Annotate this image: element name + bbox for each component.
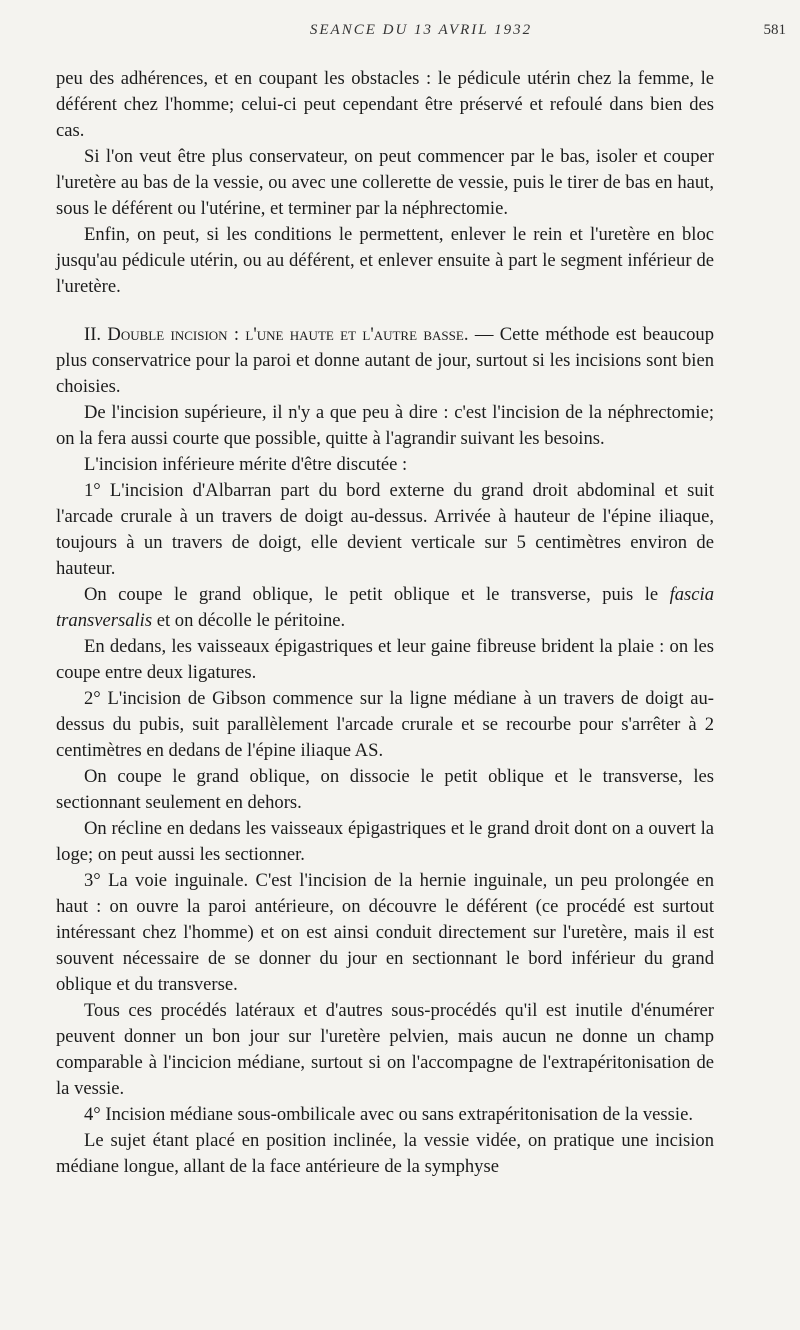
page-header	[56, 22, 786, 46]
paragraph-15: 4° Incision médiane sous-ombilicale avec ou sans extrapéritonisation de la vessie.	[84, 1104, 693, 1125]
paragraph-2: Si l'on veut être plus conservateur, on peut commencer par le bas, isoler et couper l'uretère au bas de la vessie, ou avec une collerette de vessie, puis le tirer de bas en haut, sous le déférent ou l'utérine, et terminer par la néphrectomie.	[56, 146, 714, 219]
paragraph-11: On coupe le grand oblique, on dissocie le petit oblique et le transverse, les sectionnant seulement en dehors.	[56, 766, 714, 813]
paragraph-8-start: On coupe le grand oblique, le petit oblique et le transverse, puis le	[84, 584, 670, 605]
body-text	[56, 66, 714, 1180]
fascia-term: fascia transversalis	[56, 584, 714, 631]
paragraph-14: Tous ces procédés latéraux et d'autres sous-procédés qu'il est inutile d'énumérer peuvent donner un bon jour sur l'uretère pelvien, mais aucun ne donne un champ comparable à l'incicion médiane, surtout si on l'accompagne de l'extrapéritonisation de la vessie.	[56, 1000, 714, 1099]
running-title: SEANCE DU 13 AVRIL 1932	[309, 22, 533, 38]
paragraph-8	[56, 582, 714, 634]
section-heading: Double incision : l'une haute et l'autre basse.	[107, 324, 469, 345]
paragraph-9: En dedans, les vaisseaux épigastriques et leur gaine fibreuse brident la plaie : on les coupe entre deux ligatures.	[56, 636, 714, 683]
section-intro: — Cette méthode est beaucoup plus conservatrice pour la paroi et donne autant de jour, surtout si les incisions sont bien choisies.	[56, 324, 714, 397]
paragraph-3: Enfin, on peut, si les conditions le permettent, enlever le rein et l'uretère en bloc jusqu'au pédicule utérin, ou au déférent, et enlever ensuite à part le segment inférieur de l'uretère.	[56, 224, 714, 297]
page-number: 581	[763, 22, 786, 38]
paragraph-10: 2° L'incision de Gibson commence sur la ligne médiane à un travers de doigt au-dessus du pubis, suit parallèlement l'arcade crurale et se recourbe pour s'arrêter à 2 centimètres en dedans de l'épine iliaque AS.	[56, 688, 714, 761]
paragraph-6: L'incision inférieure mérite d'être discutée :	[84, 454, 408, 475]
paragraph-16: Le sujet étant placé en position inclinée, la vessie vidée, on pratique une incision médiane longue, allant de la face antérieure de la symphyse	[56, 1130, 714, 1177]
paragraph-8-end: et on décolle le péritoine.	[152, 610, 346, 631]
paragraph-7: 1° L'incision d'Albarran part du bord externe du grand droit abdominal et suit l'arcade crurale à un travers de doigt au-dessus. Arrivée à hauteur de l'épine iliaque, toujours à un travers de doigt, elle devient verticale sur 5 centimètres environ de hauteur.	[56, 480, 714, 579]
paragraph-13: 3° La voie inguinale. C'est l'incision de la hernie inguinale, un peu prolongée en haut : on ouvre la paroi antérieure, on découvre le déférent (ce procédé est surtout intéressant chez l'homme) et on est ainsi conduit directement sur l'uretère, mais il est souvent nécessaire de se donner du jour en sectionnant le bord inférieur du grand oblique et du transverse.	[56, 870, 714, 995]
paragraph-1: peu des adhérences, et en coupant les obstacles : le pédicule utérin chez la femme, le déférent chez l'homme; celui-ci peut cependant être préservé et refoulé dans bien des cas.	[56, 68, 714, 141]
paragraph-12: On récline en dedans les vaisseaux épigastriques et le grand droit dont on a ouvert la loge; on peut aussi les sectionner.	[56, 818, 714, 865]
section-number: II.	[84, 324, 108, 345]
paragraph-5: De l'incision supérieure, il n'y a que peu à dire : c'est l'incision de la néphrectomie; on la fera aussi courte que possible, quitte à l'agrandir suivant les besoins.	[56, 402, 714, 449]
section-ii-paragraph	[56, 322, 714, 400]
